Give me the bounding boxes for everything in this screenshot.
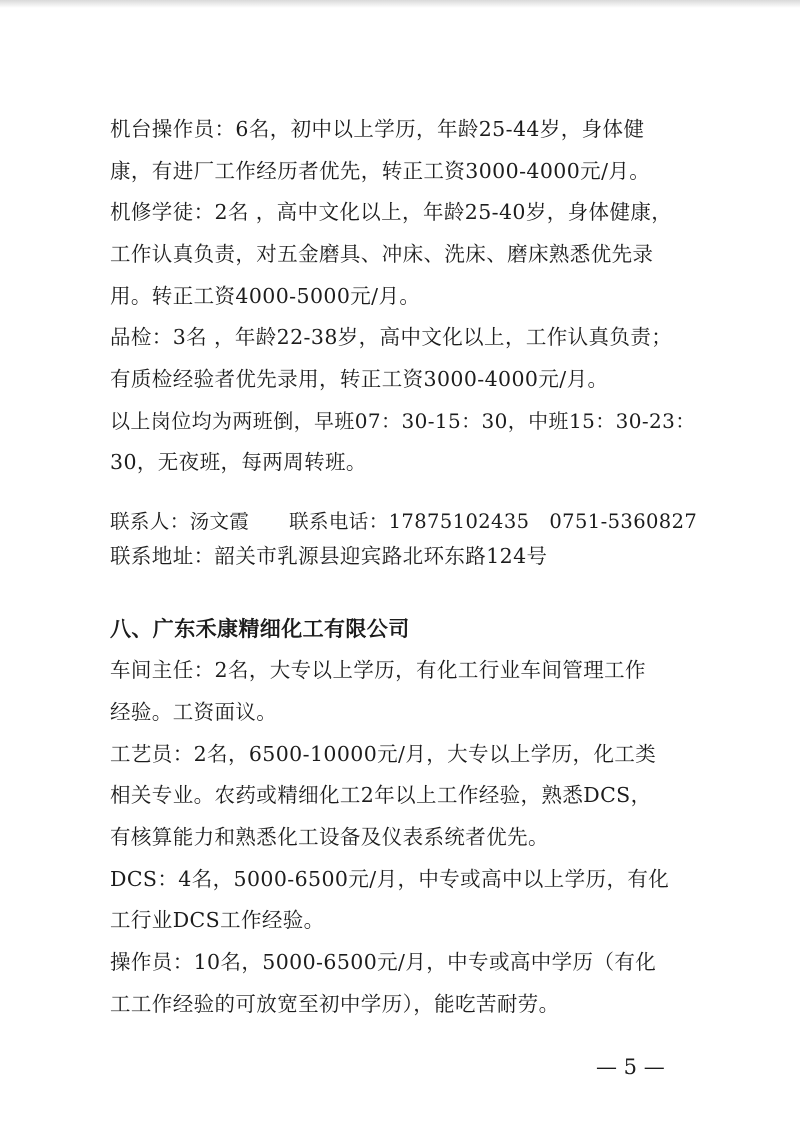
job-line-quality-inspector-1: 品检：3名 ，年龄22-38岁，高中文化以上，工作认真负责； <box>110 325 673 349</box>
job-line-operator-1: 操作员：10名，5000-6500元/月，中专或高中学历（有化 <box>110 950 657 974</box>
section-heading-company: 八、广东禾康精细化工有限公司 <box>110 617 410 641</box>
shift-note-line-2: 30，无夜班，每两周转班。 <box>110 450 367 474</box>
job-line-operator-2: 工工作经验的可放宽至初中学历），能吃苦耐劳。 <box>110 992 560 1016</box>
job-line-repair-apprentice-2: 工作认真负责，对五金磨具、冲床、洗床、磨床熟悉优先录 <box>110 242 654 266</box>
job-line-process-engineer-2: 相关专业。农药或精细化工2年以上工作经验，熟悉DCS， <box>110 783 652 807</box>
job-line-process-engineer-1: 工艺员：2名，6500-10000元/月，大专以上学历，化工类 <box>110 742 657 766</box>
job-line-dcs-2: 工行业DCS工作经验。 <box>110 908 325 932</box>
job-line-workshop-director-2: 经验。工资面议。 <box>110 700 278 724</box>
contact-address: 联系地址：韶关市乳源县迎宾路北环东路124号 <box>110 544 548 568</box>
job-line-quality-inspector-2: 有质检经验者优先录用，转正工资3000-4000元/月。 <box>110 367 609 391</box>
job-line-repair-apprentice-1: 机修学徒：2名 ，高中文化以上，年龄25-40岁，身体健康， <box>110 200 673 224</box>
job-line-process-engineer-3: 有核算能力和熟悉化工设备及仪表系统者优先。 <box>110 825 549 849</box>
job-line-dcs-1: DCS：4名，5000-6500元/月，中专或高中以上学历，有化 <box>110 867 670 891</box>
page-number: — 5 — <box>596 1055 665 1079</box>
job-line-machine-operator-1: 机台操作员：6名，初中以上学历，年龄25-44岁，身体健 <box>110 117 645 141</box>
job-line-machine-operator-2: 康，有进厂工作经历者优先，转正工资3000-4000元/月。 <box>110 159 651 183</box>
shift-note-line-1: 以上岗位均为两班倒，早班07：30-15：30，中班15：30-23： <box>110 409 696 433</box>
job-line-repair-apprentice-3: 用。转正工资4000-5000元/月。 <box>110 284 421 308</box>
contact-person-phone: 联系人：汤文霞 联系电话：17875102435 0751-5360827 <box>110 510 698 533</box>
job-line-workshop-director-1: 车间主任：2名，大专以上学历，有化工行业车间管理工作 <box>110 658 646 682</box>
scan-top-edge <box>0 0 800 8</box>
